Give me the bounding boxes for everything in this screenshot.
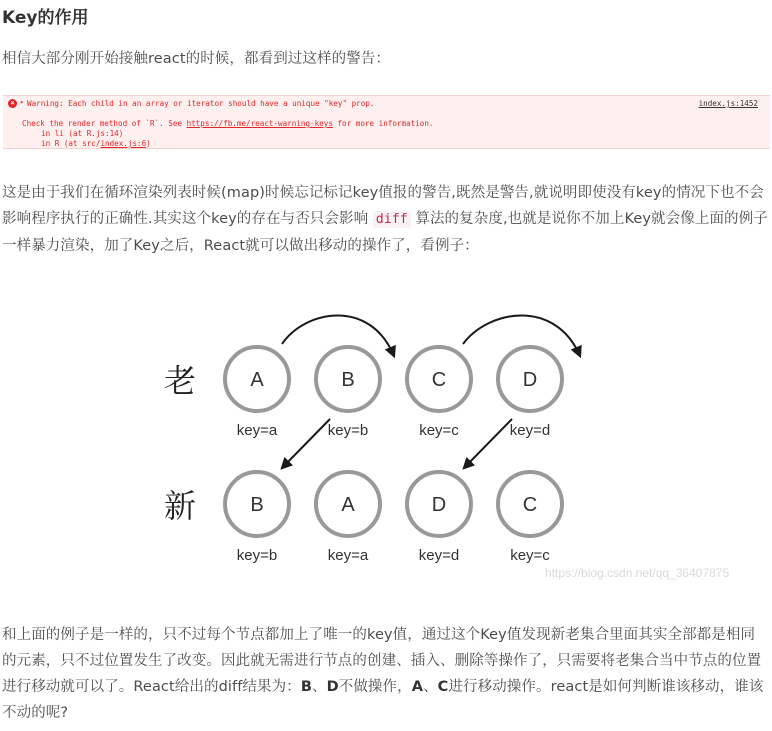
new-node-a-key: key=a <box>327 547 369 564</box>
conclusion-paragraph: 和上面的例子是一样的，只不过每个节点都加上了唯一的key值，通过这个Key值发现新老集合里面其实全部都是相同的元素，只不过位置发生了改变。因此就无需进行节点的创建、插入、删除等操作了，只需要将老集合当中节点的位置进行移动就可以了。React给出的diff结果为：B、D不做操作，A、C进行移动操作。react是如何判断谁该移动，谁该不动的呢? <box>2 627 764 721</box>
old-node-c <box>407 347 471 439</box>
old-node-c-letter: C <box>431 369 447 391</box>
check-render-line: Check the render method of `R`. See https://fb.me/react-warning-keys for more information. <box>22 119 434 128</box>
new-node-d <box>407 472 471 564</box>
new-node-c-key: key=c <box>510 547 550 564</box>
arrow-b-down <box>282 419 330 468</box>
old-node-b <box>316 347 380 439</box>
new-node-d-key: key=d <box>418 547 460 564</box>
old-node-c-key: key=c <box>419 422 459 439</box>
diff-code: diff <box>373 211 411 228</box>
old-node-d-key: key=d <box>509 422 551 439</box>
bold-c: C <box>437 679 449 695</box>
new-node-a <box>316 472 380 564</box>
old-node-d-letter: D <box>522 369 538 391</box>
index-js-link[interactable]: index.js:6 <box>100 139 147 148</box>
intro-paragraph: 相信大部分刚开始接触react的时候，都看到过这样的警告： <box>2 51 391 67</box>
old-node-d <box>498 347 562 439</box>
old-node-b-key: key=b <box>327 422 369 439</box>
old-node-a <box>225 347 289 439</box>
watermark: https://blog.csdn.net/qq_36407875 <box>545 566 730 580</box>
new-row-label: 新 <box>164 487 197 525</box>
section-heading: Key的作用 <box>2 8 89 28</box>
old-row-label: 老 <box>164 362 197 400</box>
error-icon: × <box>8 99 17 108</box>
console-warning-box <box>3 95 770 149</box>
bold-d: D <box>326 679 339 695</box>
new-node-c <box>498 472 562 564</box>
warning-message: Warning: Each child in an array or iterator should have a unique "key" prop. <box>27 99 375 108</box>
react-warning-keys-link[interactable]: https://fb.me/react-warning-keys <box>186 119 333 128</box>
warning-source-link[interactable]: index.js:1452 <box>698 99 758 108</box>
explanation-paragraph: 这是由于我们在循环渲染列表时候(map)时候忘记标记key值报的警告,既然是警告,就说明即使没有key的情况下也不会影响程序执行的正确性.其实这个key的存在与否只会影响 diff 算法的复杂度,也就是说你不加上Key就会像上面的例子一样暴力渲染，加了Key之后，React就可以做出移动的操作了，看例子： <box>2 185 768 254</box>
stack-trace-line-2: in R (at src/index.js:6) <box>41 139 151 148</box>
old-node-b-letter: B <box>341 369 355 391</box>
old-node-a-key: key=a <box>236 422 278 439</box>
key-diff-diagram <box>0 290 772 600</box>
new-node-a-letter: A <box>341 494 355 516</box>
bold-b: B <box>300 679 312 695</box>
new-node-b-letter: B <box>250 494 264 516</box>
expand-triangle-icon[interactable]: ▸ <box>20 98 25 106</box>
old-node-a-letter: A <box>250 369 264 391</box>
stack-trace-line-1: in li (at R.js:14) <box>41 129 124 138</box>
new-node-b <box>225 472 289 564</box>
new-node-c-letter: C <box>522 494 538 516</box>
new-node-d-letter: D <box>431 494 447 516</box>
arrow-d-down <box>464 419 512 468</box>
bold-a: A <box>411 679 424 695</box>
new-node-b-key: key=b <box>236 547 278 564</box>
